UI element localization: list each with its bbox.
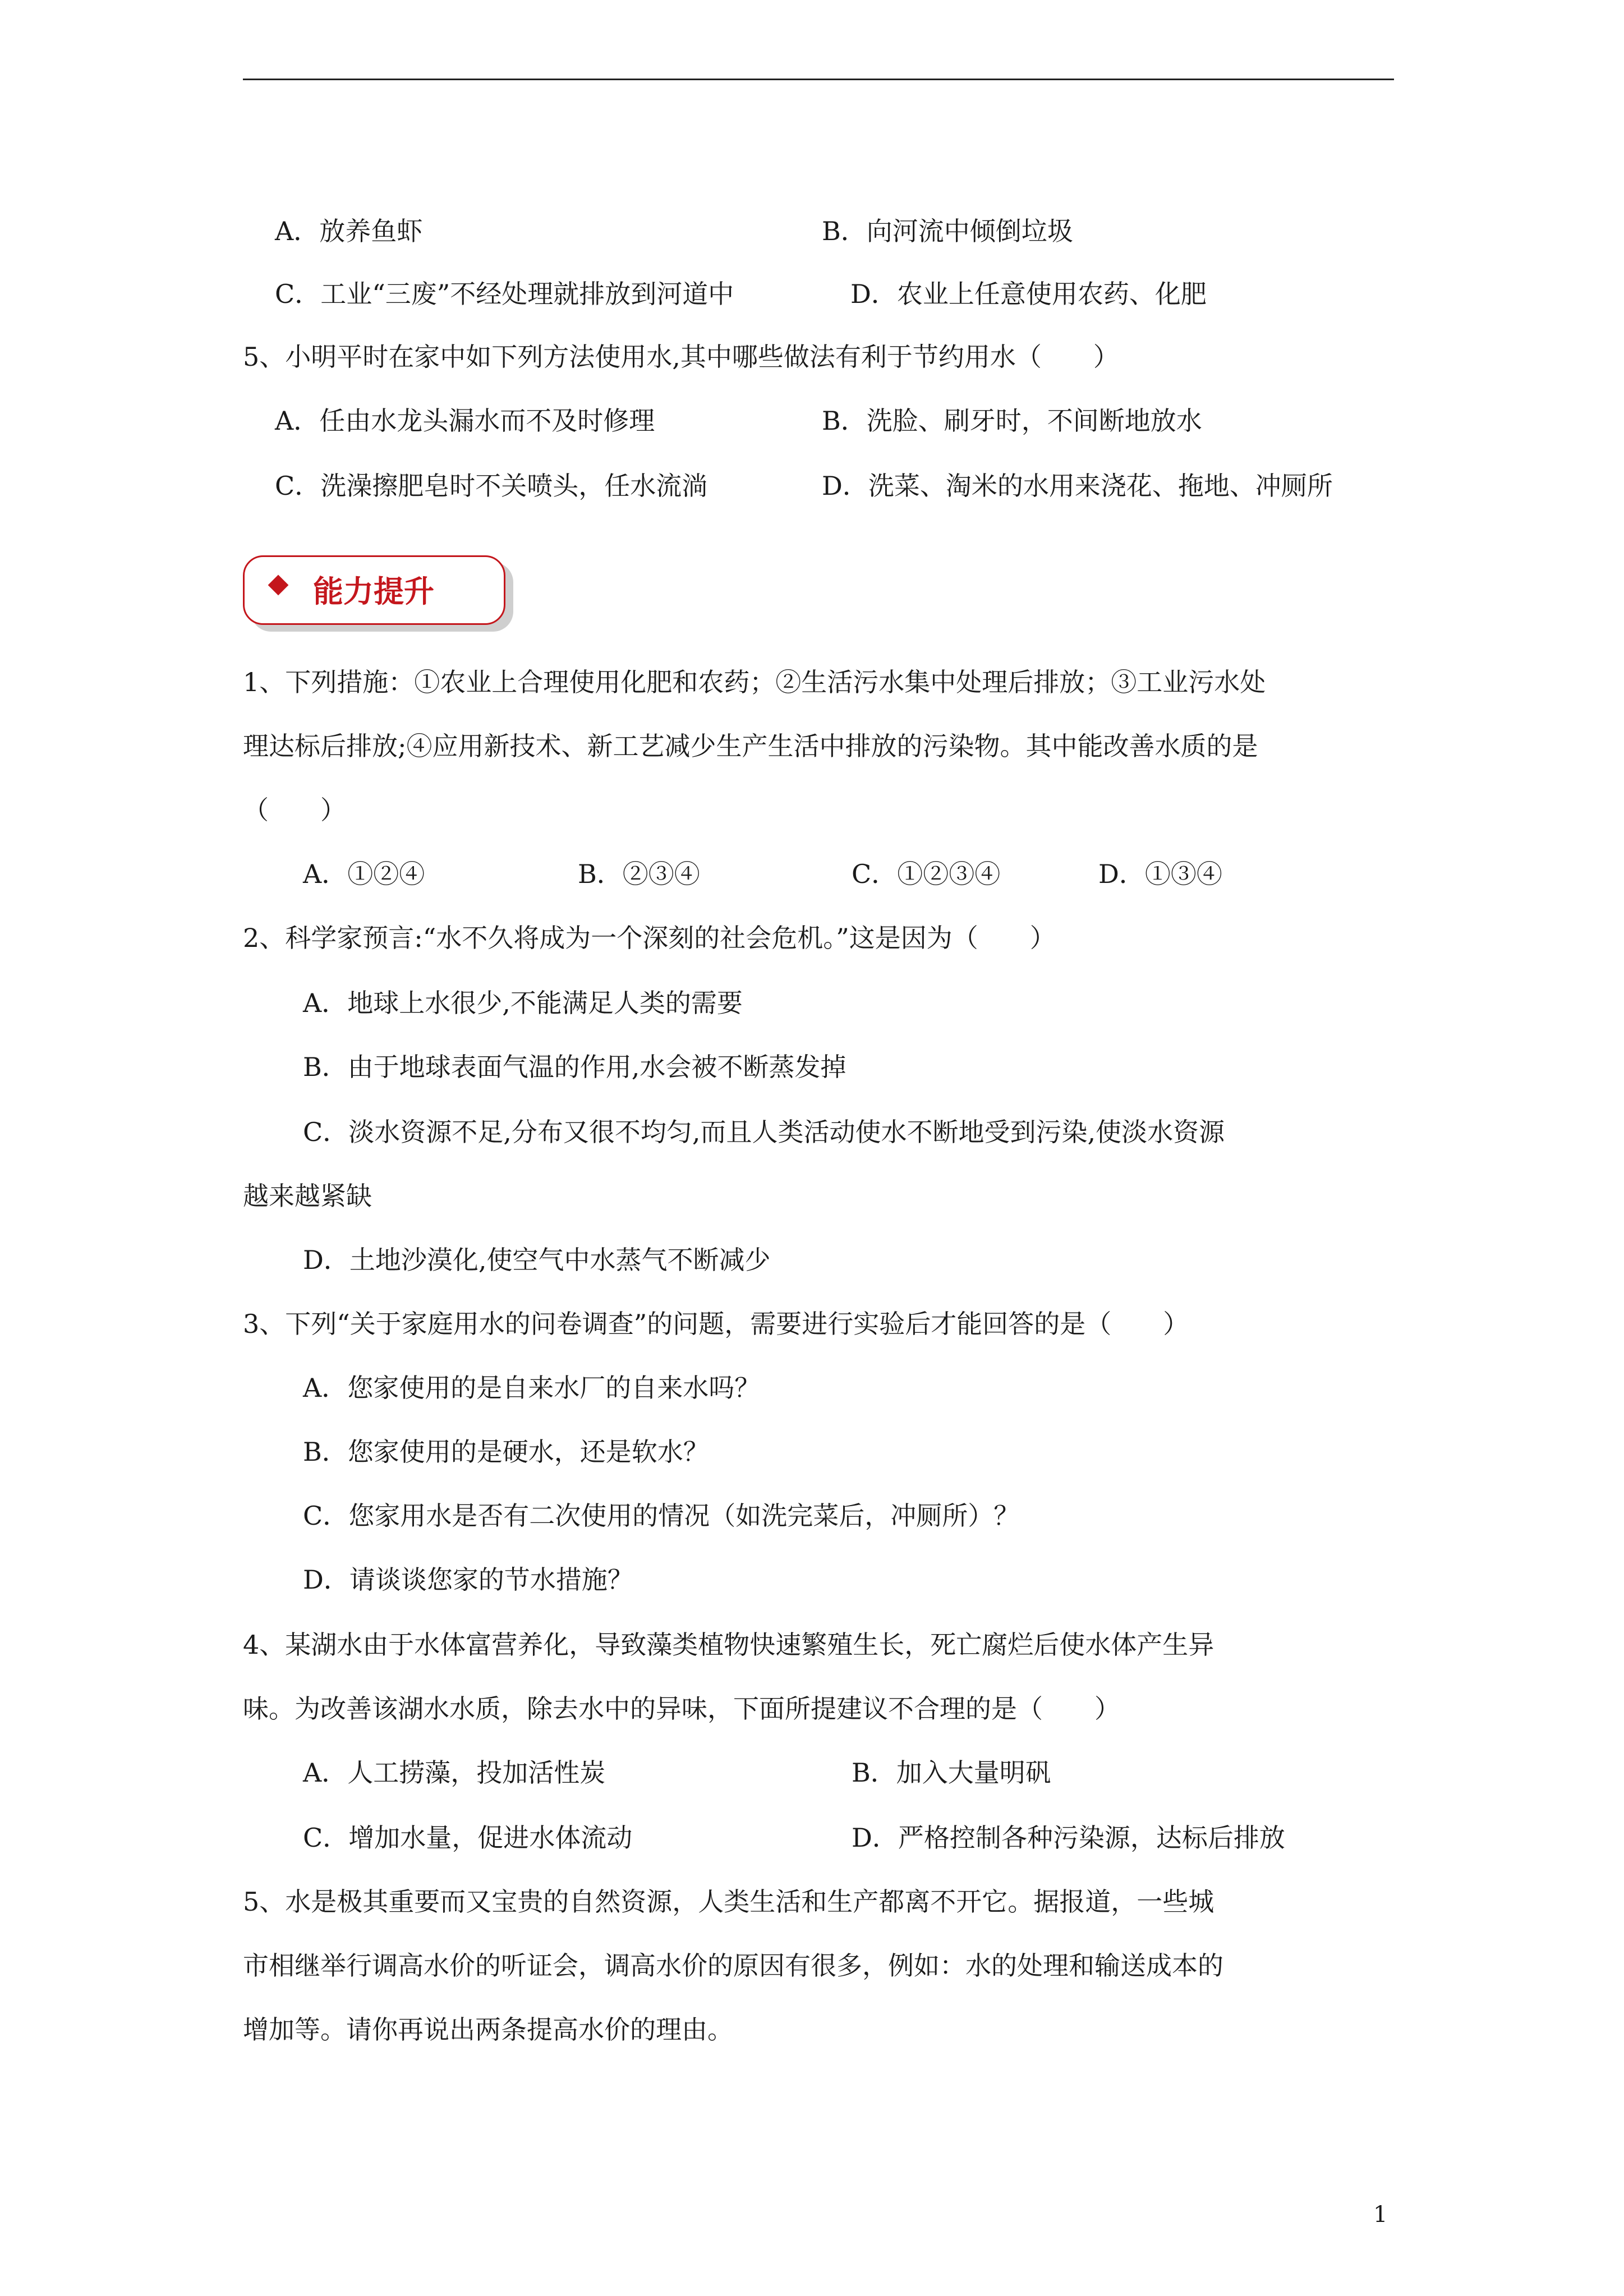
option-text: A．任由水龙头漏水而不及时修理 bbox=[275, 406, 655, 436]
option-text: D．请谈谈您家的节水措施？ bbox=[303, 1565, 633, 1595]
question-line: 1、下列措施：①农业上合理使用化肥和农药；②生活污水集中处理后排放；③工业污水处 bbox=[243, 667, 1266, 697]
question-stem: 2、科学家预言:“水不久将成为一个深刻的社会危机。”这是因为（ ） bbox=[243, 923, 1056, 953]
option-text: 越来越紧缺 bbox=[243, 1181, 372, 1211]
question-line: 增加等。请你再说出两条提高水价的理由。 bbox=[243, 2014, 733, 2045]
question-line: 5、水是极其重要而又宝贵的自然资源，人类生活和生产都离不开它。据报道，一些城 bbox=[243, 1887, 1214, 1917]
option-text: A．地球上水很少,不能满足人类的需要 bbox=[303, 988, 743, 1018]
option-text: C．①②③④ bbox=[852, 859, 1001, 889]
option-text: B．②③④ bbox=[578, 859, 700, 889]
option-text: B．向河流中倾倒垃圾 bbox=[822, 216, 1073, 246]
option-text: B．您家使用的是硬水，还是软水？ bbox=[303, 1437, 709, 1467]
question-line: 市相继举行调高水价的听证会，调高水价的原因有很多，例如：水的处理和输送成本的 bbox=[243, 1950, 1223, 1981]
option-text: D．严格控制各种污染源，达标后排放 bbox=[852, 1823, 1285, 1853]
option-text: C．增加水量，促进水体流动 bbox=[303, 1823, 633, 1853]
option-text: A．①②④ bbox=[303, 859, 425, 889]
option-text: B．加入大量明矾 bbox=[852, 1757, 1051, 1788]
option-text: B．由于地球表面气温的作用,水会被不断蒸发掉 bbox=[303, 1052, 846, 1082]
option-text: B．洗脸、刷牙时，不间断地放水 bbox=[822, 406, 1202, 436]
option-text: C．您家用水是否有二次使用的情况（如洗完菜后，冲厕所）？ bbox=[303, 1501, 1020, 1531]
option-text: C．洗澡擦肥皂时不关喷头，任水流淌 bbox=[275, 471, 708, 501]
option-text: D．①③④ bbox=[1098, 859, 1222, 889]
section-banner bbox=[243, 555, 515, 629]
option-text: A．放养鱼虾 bbox=[275, 216, 423, 246]
question-line: 味。为改善该湖水水质，除去水中的异味，下面所提建议不合理的是（ ） bbox=[243, 1694, 1120, 1724]
question-line: 理达标后排放;④应用新技术、新工艺减少生产生活中排放的污染物。其中能改善水质的是 bbox=[243, 731, 1258, 761]
option-text: D．农业上任意使用农药、化肥 bbox=[850, 279, 1207, 309]
section-title: 能力提升 bbox=[313, 574, 434, 609]
question-stem: 3、下列“关于家庭用水的问卷调查”的问题，需要进行实验后才能回答的是（ ） bbox=[243, 1309, 1189, 1339]
option-text: D．洗菜、淘米的水用来浇花、拖地、冲厕所 bbox=[822, 471, 1333, 501]
question-line: （ ） bbox=[243, 795, 346, 825]
option-text: A．您家使用的是自来水厂的自来水吗？ bbox=[303, 1373, 761, 1403]
option-text: A．人工捞藻，投加活性炭 bbox=[303, 1757, 606, 1788]
header-rule bbox=[243, 79, 1394, 80]
question-stem: 5、小明平时在家中如下列方法使用水,其中哪些做法有利于节约用水（ ） bbox=[243, 342, 1119, 372]
option-text: C．淡水资源不足,分布又很不均匀,而且人类活动使水不断地受到污染,使淡水资源 bbox=[303, 1117, 1225, 1147]
option-text: C．工业“三废”不经处理就排放到河道中 bbox=[275, 279, 734, 309]
question-line: 4、某湖水由于水体富营养化，导致藻类植物快速繁殖生长，死亡腐烂后使水体产生异 bbox=[243, 1630, 1214, 1660]
page-number: 1 bbox=[1373, 2202, 1388, 2228]
option-text: D．土地沙漠化,使空气中水蒸气不断减少 bbox=[303, 1245, 771, 1275]
